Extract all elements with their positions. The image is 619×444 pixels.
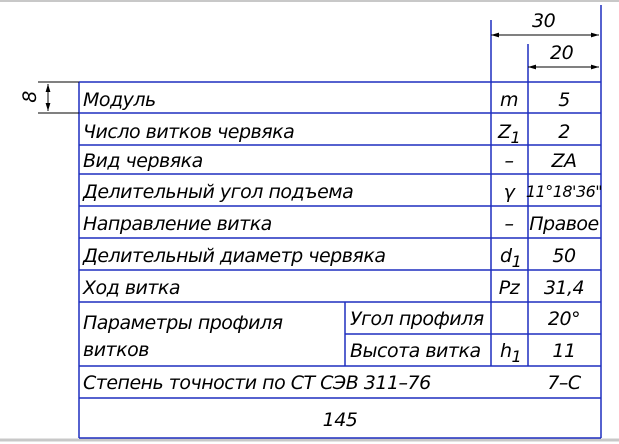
row-value-worm-starts: 2: [558, 121, 570, 143]
row-value-profile-angle: 20°: [547, 308, 581, 330]
row-symbol-pitch-diameter: $d_1$: [500, 245, 522, 271]
row-symbol-lead-angle: γ: [503, 181, 515, 203]
row-value-module: 5: [558, 89, 570, 111]
row-label-worm-starts: Число витков червяка: [83, 121, 295, 143]
row-symbol-module: m: [499, 89, 519, 111]
row-value-lead: 31,4: [543, 277, 585, 299]
row-value-accuracy: 7–С: [547, 372, 581, 394]
row-label-module: Модуль: [83, 89, 156, 111]
row-symbol-thread-height: $h_1$: [500, 340, 522, 366]
row-label-thread-direction: Направление витка: [83, 213, 272, 235]
row-label-worm-type: Вид червяка: [83, 150, 203, 172]
profile-group-label-line2: витков: [83, 339, 149, 361]
row-symbol-thread-direction: –: [504, 213, 514, 235]
row-label-thread-height: Высота витка: [350, 340, 481, 362]
row-value-pitch-diameter: 50: [552, 245, 576, 267]
row-label-accuracy: Степень точности по СТ СЭВ 311–76: [83, 372, 431, 394]
profile-group-label-line1: Параметры профиля: [83, 312, 283, 334]
row-value-thread-direction: Правое: [529, 213, 599, 235]
dim-8: 8: [19, 91, 41, 103]
row-symbol-worm-starts: $Z_1$: [498, 121, 521, 147]
row-value-thread-height: 11: [552, 340, 576, 362]
row-label-profile-angle: Угол профиля: [350, 308, 484, 330]
dim-145: 145: [322, 409, 358, 431]
row-value-lead-angle: 11°18'36": [525, 182, 603, 201]
row-value-worm-type: ZA: [551, 150, 577, 172]
row-label-lead-angle: Делительный угол подъема: [83, 181, 354, 203]
row-symbol-lead: Pz: [498, 277, 520, 299]
row-label-lead: Ход витка: [83, 277, 181, 299]
dim-20: 20: [550, 42, 574, 64]
row-label-pitch-diameter: Делительный диаметр червяка: [83, 245, 386, 267]
dim-30: 30: [532, 10, 556, 32]
row-symbol-worm-type: –: [504, 150, 514, 172]
